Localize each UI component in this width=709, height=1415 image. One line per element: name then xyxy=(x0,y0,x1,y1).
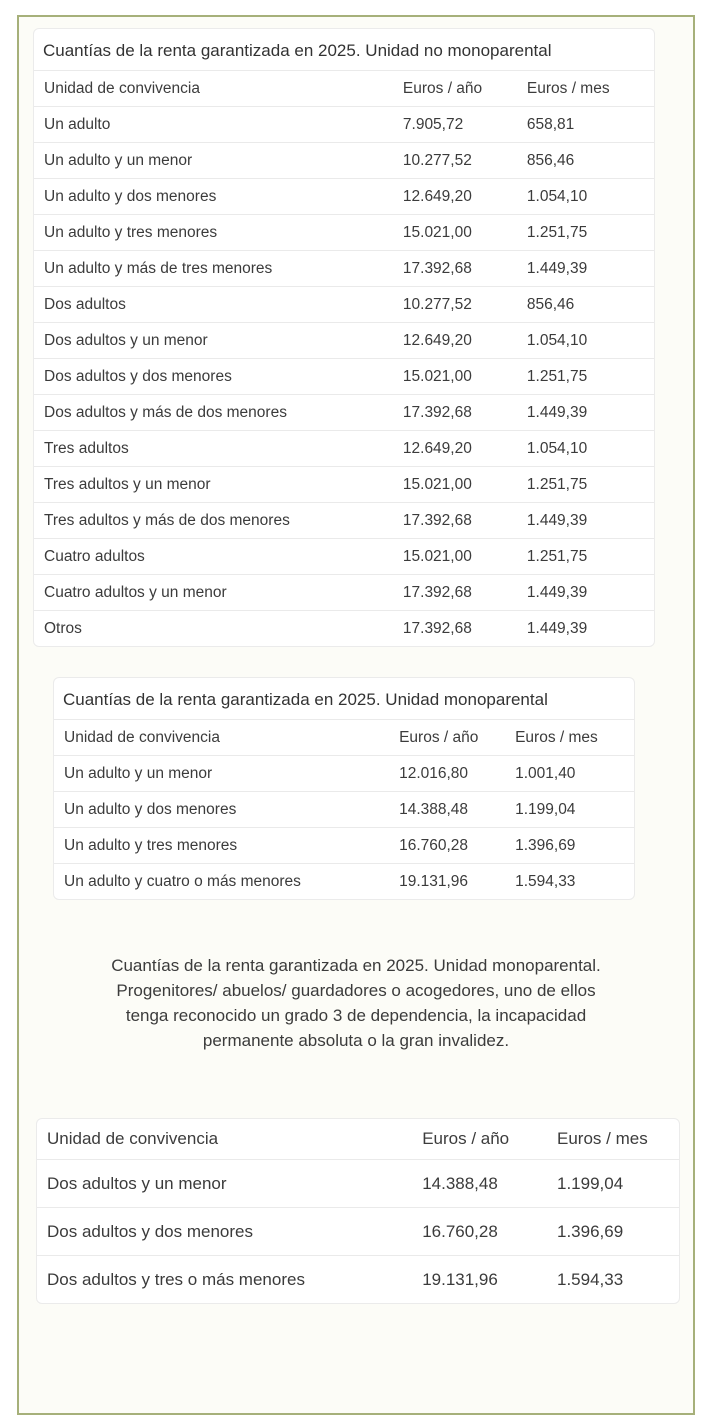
column-header-euros-mes: Euros / mes xyxy=(526,79,610,97)
table-row xyxy=(34,214,654,250)
table-row xyxy=(34,178,654,214)
table-body xyxy=(37,1159,679,1303)
table-row xyxy=(34,574,654,610)
table-cell: 658,81 xyxy=(526,115,575,133)
table-cell: Dos adultos y dos menores xyxy=(47,1221,253,1241)
table-cell: Un adulto xyxy=(44,115,111,133)
table-cell: 1.054,10 xyxy=(526,331,588,349)
table-cell: 1.001,40 xyxy=(515,764,576,782)
table-cell: 15.021,00 xyxy=(402,367,472,385)
table-cell: 1.449,39 xyxy=(526,403,588,421)
content-frame xyxy=(17,15,695,1415)
table-row xyxy=(34,610,654,646)
table-cell: Dos adultos xyxy=(44,295,126,313)
table-row xyxy=(34,142,654,178)
table-cell: Dos adultos y dos menores xyxy=(44,367,232,385)
table-cell: 1.594,33 xyxy=(515,872,576,890)
table-cell: 14.388,48 xyxy=(399,800,469,818)
table-row xyxy=(37,1255,679,1303)
table-cell: 1.449,39 xyxy=(526,619,588,637)
table-row xyxy=(34,394,654,430)
table-cell: 1.396,69 xyxy=(515,836,576,854)
table-row xyxy=(34,538,654,574)
table-cell: 10.277,52 xyxy=(402,151,472,169)
table-cell: 1.054,10 xyxy=(526,187,588,205)
table-cell: 1.054,10 xyxy=(526,439,588,457)
table-cell: 16.760,28 xyxy=(399,836,469,854)
table-title: Cuantías de la renta garantizada en 2025. Unidad no monoparental xyxy=(43,41,552,60)
table-cell: Tres adultos y más de dos menores xyxy=(44,511,290,529)
table-cell: Dos adultos y tres o más menores xyxy=(47,1269,305,1289)
table-cell: 17.392,68 xyxy=(402,403,472,421)
column-header-euros-mes: Euros / mes xyxy=(515,728,598,746)
table-row xyxy=(34,466,654,502)
table-title: Cuantías de la renta garantizada en 2025. Unidad monoparental xyxy=(63,690,548,709)
table-row xyxy=(34,286,654,322)
table-cell: Un adulto y dos menores xyxy=(64,800,237,818)
table-cell: 1.396,69 xyxy=(557,1221,624,1241)
table-cell: 12.016,80 xyxy=(399,764,469,782)
table-cell: 16.760,28 xyxy=(422,1221,498,1241)
table-cell: 17.392,68 xyxy=(402,511,472,529)
table-row xyxy=(54,791,634,827)
table-cell: 1.199,04 xyxy=(515,800,576,818)
table-row xyxy=(34,430,654,466)
table-cell: Tres adultos xyxy=(44,439,129,457)
table-cell: 1.251,75 xyxy=(526,475,588,493)
table-cell: 14.388,48 xyxy=(422,1173,498,1193)
table-cell: 856,46 xyxy=(526,151,575,169)
table-cell: 19.131,96 xyxy=(422,1269,498,1289)
table-cell: Un adulto y un menor xyxy=(64,764,213,782)
table-no-monoparental xyxy=(33,28,655,647)
table-row xyxy=(37,1207,679,1255)
table-cell: Cuatro adultos y un menor xyxy=(44,583,227,601)
table-row xyxy=(34,358,654,394)
table-cell: Un adulto y dos menores xyxy=(44,187,217,205)
table-row xyxy=(34,106,654,142)
table-cell: 12.649,20 xyxy=(402,439,472,457)
table-cell: 1.594,33 xyxy=(557,1269,624,1289)
table-cell: 15.021,00 xyxy=(402,475,472,493)
table-cell: Dos adultos y un menor xyxy=(44,331,208,349)
table-row xyxy=(54,827,634,863)
table-cell: Un adulto y cuatro o más menores xyxy=(64,872,301,890)
table-cell: Un adulto y tres menores xyxy=(44,223,218,241)
table-cell: 1.251,75 xyxy=(526,547,588,565)
table-cell: 1.449,39 xyxy=(526,259,588,277)
column-header-euros-ano: Euros / año xyxy=(399,728,479,746)
table-row xyxy=(34,250,654,286)
table-cell: Un adulto y más de tres menores xyxy=(44,259,273,277)
table-cell: Un adulto y un menor xyxy=(44,151,193,169)
table-cell: 19.131,96 xyxy=(399,872,469,890)
column-header-euros-ano: Euros / año xyxy=(402,79,483,97)
table-row xyxy=(54,863,634,899)
table-cell: 1.449,39 xyxy=(526,583,588,601)
table-cell: 1.251,75 xyxy=(526,367,588,385)
table-monoparental xyxy=(53,677,635,900)
table-cell: 7.905,72 xyxy=(402,115,464,133)
table-row xyxy=(34,322,654,358)
table-cell: Cuatro adultos xyxy=(44,547,145,565)
table-cell: 17.392,68 xyxy=(402,259,472,277)
table-cell: 1.251,75 xyxy=(526,223,588,241)
table-monoparental-dependencia xyxy=(36,1118,680,1304)
column-header-euros-ano: Euros / año xyxy=(422,1129,510,1148)
table-header-row xyxy=(37,1119,679,1159)
table-row xyxy=(37,1159,679,1207)
table-body xyxy=(54,755,634,899)
table-header-row xyxy=(54,719,634,755)
column-header-euros-mes: Euros / mes xyxy=(557,1129,648,1148)
table-cell: 17.392,68 xyxy=(402,583,472,601)
table-body xyxy=(34,106,654,646)
column-header-unidad: Unidad de convivencia xyxy=(47,1129,219,1148)
column-header-unidad: Unidad de convivencia xyxy=(44,79,200,97)
table-row xyxy=(54,755,634,791)
table-cell: Dos adultos y más de dos menores xyxy=(44,403,287,421)
table-cell: 1.199,04 xyxy=(557,1173,624,1193)
column-header-unidad: Unidad de convivencia xyxy=(64,728,220,746)
table-cell: 15.021,00 xyxy=(402,223,472,241)
table-cell: 10.277,52 xyxy=(402,295,472,313)
table-cell: Otros xyxy=(44,619,82,637)
table-cell: Un adulto y tres menores xyxy=(64,836,238,854)
table-cell: 12.649,20 xyxy=(402,331,472,349)
table-cell: 15.021,00 xyxy=(402,547,472,565)
table-cell: 12.649,20 xyxy=(402,187,472,205)
table-row xyxy=(34,502,654,538)
table-cell: Dos adultos y un menor xyxy=(47,1173,227,1193)
table-cell: Tres adultos y un menor xyxy=(44,475,211,493)
table-cell: 1.449,39 xyxy=(526,511,588,529)
table-cell: 17.392,68 xyxy=(402,619,472,637)
table-header-row xyxy=(34,70,654,106)
table-cell: 856,46 xyxy=(526,295,575,313)
table-dependencia-caption: Cuantías de la renta garantizada en 2025. Unidad monoparental. Progenitores/ abuelos/ guardadores o acogedores, uno de ellos tenga reconocido un grado 3 de dependencia, la incapacidad permanente absoluta o la gran invalidez. xyxy=(111,956,601,1050)
